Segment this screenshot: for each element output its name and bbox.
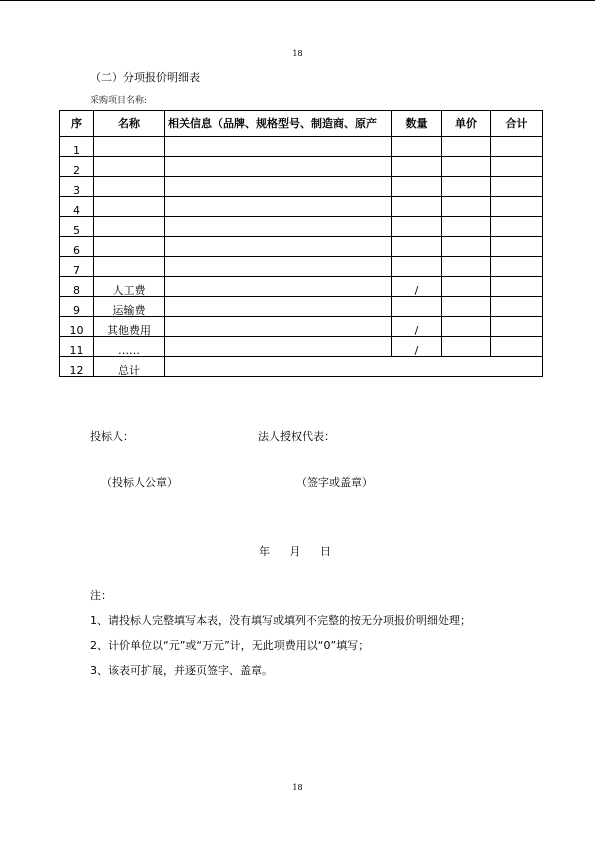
row-subtotal[interactable] <box>491 297 543 317</box>
row-quantity[interactable] <box>392 257 442 277</box>
header-subtotal: 合计 <box>491 111 543 137</box>
row-quantity[interactable]: / <box>392 337 442 357</box>
date-line <box>259 543 347 559</box>
table-header-row <box>60 111 543 137</box>
total-row <box>60 357 543 377</box>
row-index: 2 <box>60 157 94 177</box>
section-title: （二）分项报价明细表 <box>90 71 200 84</box>
sign-or-seal-label: （签字或盖章） <box>296 476 373 489</box>
row-quantity[interactable] <box>392 237 442 257</box>
row-subtotal[interactable] <box>491 237 543 257</box>
page-number-bottom: 18 <box>292 783 303 792</box>
row-subtotal[interactable] <box>491 317 543 337</box>
row-index: 4 <box>60 197 94 217</box>
row-unit-price[interactable] <box>442 177 491 197</box>
header-related-info: 相关信息（品牌、规格型号、制造商、原产 <box>165 111 392 137</box>
date-month: 月 <box>289 545 301 558</box>
row-subtotal[interactable] <box>491 257 543 277</box>
notes-section <box>90 587 471 687</box>
row-index: 3 <box>60 177 94 197</box>
date-year: 年 <box>259 545 270 558</box>
table-row <box>60 217 543 237</box>
row-subtotal[interactable] <box>491 217 543 237</box>
row-unit-price[interactable] <box>442 157 491 177</box>
row-subtotal[interactable] <box>491 177 543 197</box>
table-row <box>60 317 543 337</box>
row-item-name[interactable] <box>94 177 165 197</box>
row-related-info[interactable] <box>165 217 392 237</box>
total-label: 总计 <box>94 357 165 377</box>
row-related-info[interactable] <box>165 237 392 257</box>
row-item-name[interactable] <box>94 197 165 217</box>
row-quantity[interactable] <box>392 217 442 237</box>
row-subtotal[interactable] <box>491 337 543 357</box>
note-item-2: 2、计价单位以“元”或“万元”计，无此项费用以“0”填写； <box>90 639 370 652</box>
header-index: 序 <box>60 111 94 137</box>
row-unit-price[interactable] <box>442 257 491 277</box>
row-subtotal[interactable] <box>491 157 543 177</box>
row-quantity[interactable] <box>392 177 442 197</box>
row-item-name[interactable]: 其他费用 <box>94 317 165 337</box>
header-name: 名称 <box>94 111 165 137</box>
row-quantity[interactable] <box>392 137 442 157</box>
row-index: 9 <box>60 297 94 317</box>
row-unit-price[interactable] <box>442 217 491 237</box>
row-quantity[interactable] <box>392 297 442 317</box>
row-unit-price[interactable] <box>442 237 491 257</box>
row-index: 7 <box>60 257 94 277</box>
table-row <box>60 237 543 257</box>
note-item-3: 3、该表可扩展，并逐页签字、盖章。 <box>90 664 273 677</box>
row-related-info[interactable] <box>165 297 392 317</box>
row-item-name[interactable] <box>94 217 165 237</box>
table-row <box>60 257 543 277</box>
table-row <box>60 297 543 317</box>
row-index: 5 <box>60 217 94 237</box>
total-index[interactable]: 12 <box>60 357 94 377</box>
row-quantity[interactable] <box>392 197 442 217</box>
row-subtotal[interactable] <box>491 277 543 297</box>
row-related-info[interactable] <box>165 337 392 357</box>
row-quantity[interactable]: / <box>392 317 442 337</box>
row-subtotal[interactable] <box>491 197 543 217</box>
row-item-name[interactable]: 人工费 <box>94 277 165 297</box>
row-index: 6 <box>60 237 94 257</box>
row-item-name[interactable] <box>94 257 165 277</box>
row-unit-price[interactable] <box>442 297 491 317</box>
row-subtotal[interactable] <box>491 137 543 157</box>
row-item-name[interactable]: …… <box>94 337 165 357</box>
date-day: 日 <box>320 545 331 558</box>
row-item-name[interactable] <box>94 137 165 157</box>
row-unit-price[interactable] <box>442 277 491 297</box>
table-row <box>60 177 543 197</box>
row-item-name[interactable] <box>94 237 165 257</box>
notes-title: 注： <box>90 589 112 602</box>
row-unit-price[interactable] <box>442 337 491 357</box>
row-quantity[interactable]: / <box>392 277 442 297</box>
row-unit-price[interactable] <box>442 137 491 157</box>
table-row <box>60 277 543 297</box>
row-related-info[interactable] <box>165 177 392 197</box>
row-related-info[interactable] <box>165 317 392 337</box>
page-number-top: 18 <box>292 49 303 58</box>
row-item-name[interactable] <box>94 157 165 177</box>
row-index: 11 <box>60 337 94 357</box>
header-unit-price: 单价 <box>442 111 491 137</box>
row-related-info[interactable] <box>165 277 392 297</box>
row-related-info[interactable] <box>165 197 392 217</box>
row-index: 8 <box>60 277 94 297</box>
legal-rep-label: 法人授权代表： <box>258 430 335 443</box>
page-top-rule <box>0 0 595 1</box>
quote-detail-table <box>59 110 543 377</box>
row-related-info[interactable] <box>165 157 392 177</box>
table-row <box>60 337 543 357</box>
project-name-label: 采购项目名称: <box>90 96 148 106</box>
bidder-label: 投标人： <box>90 430 134 443</box>
table-row <box>60 197 543 217</box>
total-amount-cell[interactable] <box>165 357 543 377</box>
header-quantity: 数量 <box>392 111 442 137</box>
row-index: 10 <box>60 317 94 337</box>
row-unit-price[interactable] <box>442 197 491 217</box>
row-related-info[interactable] <box>165 257 392 277</box>
note-item-1: 1、请投标人完整填写本表，没有填写或填列不完整的按无分项报价明细处理； <box>90 614 471 627</box>
bidder-seal-label: （投标人公章） <box>101 476 178 489</box>
row-quantity[interactable] <box>392 157 442 177</box>
table-row <box>60 157 543 177</box>
row-item-name[interactable]: 运输费 <box>94 297 165 317</box>
row-index: 1 <box>60 137 94 157</box>
row-related-info[interactable] <box>165 137 392 157</box>
table-row <box>60 137 543 157</box>
row-unit-price[interactable] <box>442 317 491 337</box>
